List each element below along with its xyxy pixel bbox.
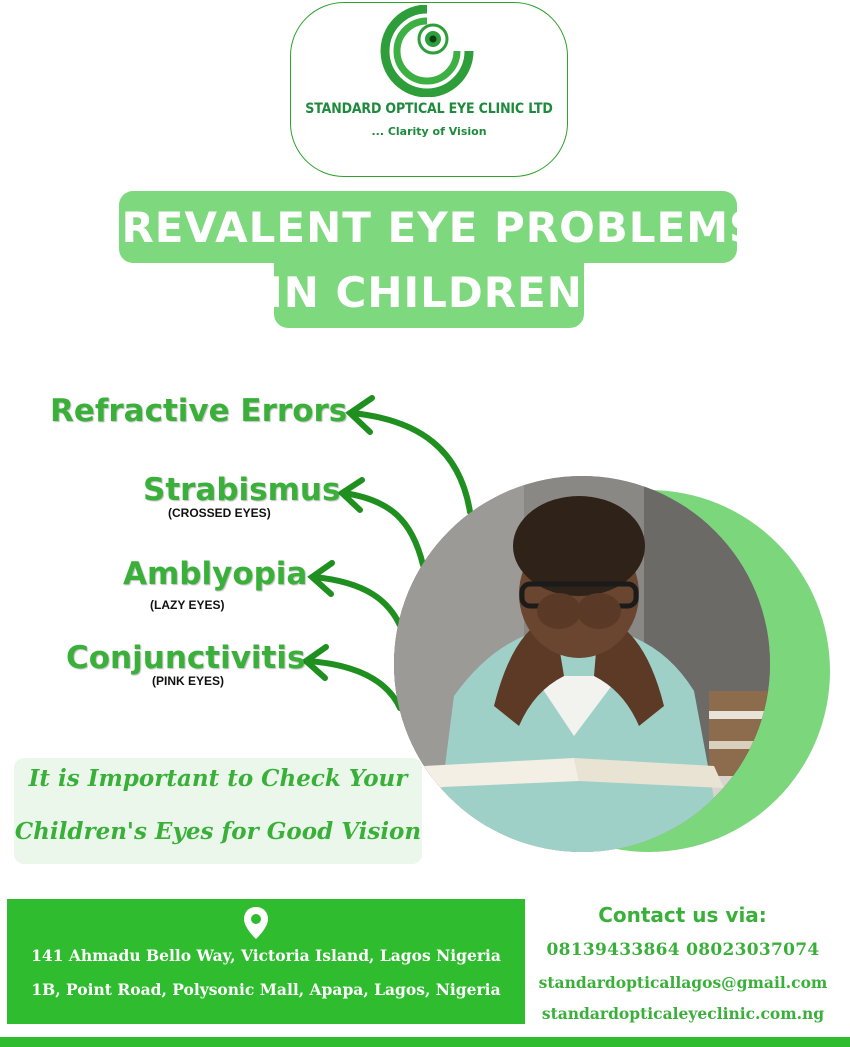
contact-website[interactable]: standardopticaleyeclinic.com.ng [541, 1004, 825, 1023]
arrow-conjunctivitis [306, 647, 400, 708]
problem-amblyopia: Amblyopia [123, 556, 308, 592]
problem-conjunctivitis-note: (PINK EYES) [152, 674, 225, 688]
headline-line-1: PREVALENT EYE PROBLEMS [89, 203, 761, 252]
location-pin-icon [242, 905, 270, 941]
arrow-refractive [350, 398, 470, 512]
clinic-name: STANDARD OPTICAL EYE CLINIC LTD [305, 101, 553, 117]
importance-message-line-1: It is Important to Check Your [28, 765, 408, 792]
arrow-strabismus [342, 480, 423, 565]
problem-conjunctivitis: Conjunctivitis [66, 640, 306, 676]
problem-amblyopia-note: (LAZY EYES) [150, 598, 225, 612]
contact-title: Contact us via: [598, 903, 767, 927]
problem-strabismus-note: (CROSSED EYES) [168, 506, 271, 520]
arrow-amblyopia [312, 563, 402, 630]
child-rubbing-eyes-photo [394, 476, 770, 852]
clinic-tagline: ... Clarity of Vision [371, 125, 487, 138]
bottom-bar [0, 1037, 850, 1047]
headline-line-2: IN CHILDREN [267, 268, 583, 317]
problem-refractive-errors: Refractive Errors [50, 393, 348, 429]
address-line-1: 141 Ahmadu Bello Way, Victoria Island, Lagos Nigeria [31, 946, 501, 965]
importance-message-line-2: Children's Eyes for Good Vision [14, 818, 422, 845]
contact-email[interactable]: standardopticallagos@gmail.com [538, 973, 828, 992]
problem-strabismus: Strabismus [143, 472, 341, 508]
address-line-2: 1B, Point Road, Polysonic Mall, Apapa, Lagos, Nigeria [31, 980, 501, 999]
contact-phones[interactable]: 08139433864 08023037074 [546, 940, 820, 960]
